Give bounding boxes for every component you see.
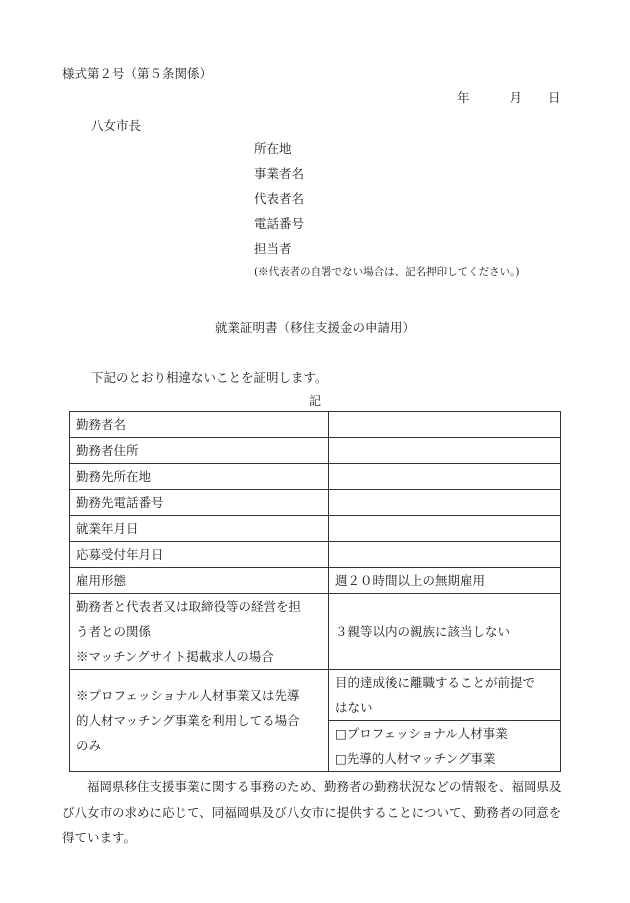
consent-paragraph: 福岡県移住支援事業に関する事務のため、勤務者の勤務状況などの情報を、福岡県及び八女市の求めに応じて、同福岡県及び八女市に提供することについて、勤務者の同意を得ています。 — [62, 779, 562, 845]
row-value-employment-type: 週２０時間以上の無期雇用 — [329, 568, 561, 594]
row-value-workplace-phone[interactable] — [329, 490, 561, 516]
row-label-application-date: 応募受付年月日 — [70, 542, 329, 568]
row-value-worker-address[interactable] — [329, 438, 561, 464]
sender-representative-label: 代表者名 — [254, 191, 305, 206]
option-professional-checkbox[interactable]: □プロフェッショナル人材事業 — [335, 726, 508, 741]
row-label-professional — [70, 670, 329, 772]
row-value-professional-options — [329, 721, 561, 772]
addressee: 八女市長 — [91, 118, 142, 133]
professional-label-line: ※プロフェッショナル人材事業又は先導 — [76, 688, 300, 703]
row-value-relationship: ３親等以内の親族に該当しない — [329, 594, 561, 670]
sender-address-label: 所在地 — [254, 141, 292, 156]
row-value-worker-name[interactable] — [329, 412, 561, 438]
option-leading-matching-checkbox[interactable]: □先導的人材マッチング事業 — [335, 751, 496, 766]
professional-value-line: 目的達成後に離職することが前提で — [335, 675, 536, 690]
date-day: 日 — [548, 90, 561, 105]
sender-company-label: 事業者名 — [254, 166, 305, 181]
sender-phone-label: 電話番号 — [254, 216, 305, 231]
signature-note: (※代表者の自署でない場合は、記名押印してください。) — [254, 266, 520, 278]
table-row — [70, 438, 561, 464]
sender-contact-label: 担当者 — [254, 241, 292, 256]
row-label-workplace-address: 勤務先所在地 — [70, 464, 329, 490]
date-line — [457, 88, 561, 106]
row-label-workplace-phone: 勤務先電話番号 — [70, 490, 329, 516]
row-label-employment-date: 就業年月日 — [70, 516, 329, 542]
row-label-relationship — [70, 594, 329, 670]
table-row — [70, 516, 561, 542]
table-row — [70, 568, 561, 594]
row-value-employment-date[interactable] — [329, 516, 561, 542]
document-title: 就業証明書（移住支援金の申請用） — [214, 320, 415, 335]
row-label-employment-type: 雇用形態 — [70, 568, 329, 594]
row-value-professional-purpose — [329, 670, 561, 721]
form-number: 様式第２号（第５条関係） — [62, 66, 213, 81]
row-label-worker-name: 勤務者名 — [70, 412, 329, 438]
certificate-table — [69, 411, 561, 772]
table-row — [70, 464, 561, 490]
relationship-label-line: ※マッチングサイト掲載求人の場合 — [76, 649, 274, 664]
date-month: 月 — [509, 90, 523, 105]
row-value-application-date[interactable] — [329, 542, 561, 568]
professional-value-line: はない — [335, 700, 373, 715]
table-row — [70, 594, 561, 670]
relationship-label-line: う者との関係 — [76, 624, 152, 639]
table-row — [70, 412, 561, 438]
intro-text: 下記のとおり相違ないことを証明します。 — [91, 370, 328, 385]
row-value-workplace-address[interactable] — [329, 464, 561, 490]
ki-heading: 記 — [308, 394, 321, 408]
professional-label-line: のみ — [76, 738, 102, 753]
relationship-label-line: 勤務者と代表者又は取締役等の経営を担 — [76, 599, 302, 614]
date-year: 年 — [457, 90, 470, 105]
table-row — [70, 670, 561, 721]
table-row — [70, 542, 561, 568]
professional-label-line: 的人材マッチング事業を利用してる場合 — [76, 713, 300, 728]
row-label-worker-address: 勤務者住所 — [70, 438, 329, 464]
table-row — [70, 490, 561, 516]
